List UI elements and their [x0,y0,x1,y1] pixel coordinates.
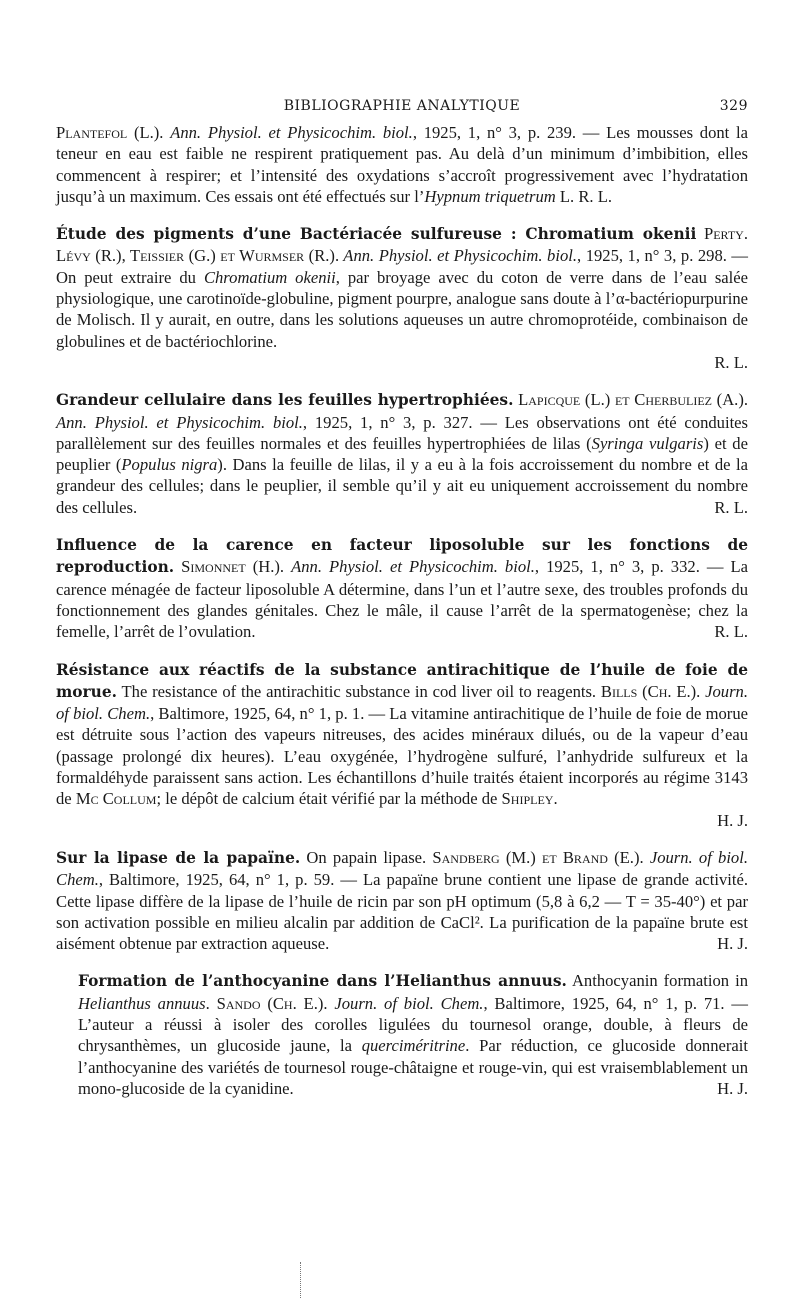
entry-chromatium [56,223,748,373]
entry-plantefol [56,122,748,207]
journal-citation: Journ. of biol. Chem. [334,993,484,1013]
entry-text: , Baltimore, 1925, 64, n° 1, p. 71. — L’auteur a réussi à isoler des corolles ligulées du tournesol orange, double, à fleurs de chrysanthèmes, un glucoside jaune, la [78,993,748,1056]
author-initials: (L.). [127,123,171,142]
english-title: . [205,993,217,1013]
entry-authors: Perty. Lévy (R.), Teissier (G.) et Wurmser (R.). [56,224,748,266]
entry-authors: Sando (Ch. E.). [216,993,335,1013]
entry-title: Influence de la carence en facteur liposoluble sur les fonctions de reproduction. [56,536,748,577]
compound-name: querciméritrine [361,1036,466,1056]
page-number: 329 [719,98,748,114]
entry-antirachitique [56,659,748,831]
entry-text: , 1925, 1, n° 3, p. 239. — Les mousses dont la teneur en eau est faible ne respirent pratiquement pas. Au delà d’un minimum d’imbibition, elles commencent à respirer; et l’intensité des oxydations s’accroît progressivement avec l’hydratation jusqu’à un maximum. Ces essais ont été effectués sur l’ [56,123,748,206]
journal-citation: Journ. of biol. Chem. [56,847,748,890]
entry-text: . [553,789,558,809]
entry-authors: Sandberg (M.) et Brand (E.). [432,847,650,867]
author-name: Plantefol [56,123,128,142]
page [56,98,748,1115]
entry-lipase-papaine [56,847,748,954]
entry-title: Sur la lipase de la papaïne. [56,848,301,867]
binding-mark [300,1262,303,1298]
journal-citation: Ann. Physiol. et Physicochim. biol. [170,123,413,142]
journal-citation: Journ. of biol. Chem. [56,681,748,724]
reviewer-signature: H. J. [717,934,748,954]
entry-text: , 1925, 1, n° 3, p. 332. — La carence ménagée de facteur liposoluble A détermine, dans l’un et l’autre sexe, des troubles profonds du fonctionnement des glandes génitales. Chez le mâle, il cause l’arrêt de la spermatogenèse; chez la femelle, l’arrêt de l’ovulation. [56,557,748,642]
entry-title: Formation de l’anthocyanine dans l’Helianthus annuus. [78,972,567,991]
entry-text: ). Dans la feuille de lilas, il y a eu à la fois accroissement du nombre et de la grandeur des cellules; dans le peuplier, il semble qu’il y ait eu uniquement accroissement du nombre des cellules. [56,455,748,517]
running-head-title: BIBLIOGRAPHIE ANALYTIQUE [283,98,521,114]
journal-citation: Ann. Physiol. et Physicochim. biol. [291,557,535,577]
entry-text: , par broyage avec du coton de verre dans de l’eau salée physiologique, une carotinoïde-globuline, pigment pourpre, analogue sans doute à l’α-bactériopurpurine de Molisch. Il y aurait, en outre, dans les solutions aqueuses un autre chromoprotéide, combinaison de globulines et de bactériochlorine. [56,267,749,351]
entry-text: . Par réduction, ce glucoside donnerait l’anthocyanine des variétés de tournesol rouge-châtaigne et rouge-vin, qui est vraisemblablement un mono-glucoside de la cyanidine. [78,1036,748,1098]
reviewer-signature: R. L. [714,497,748,517]
entry-authors: Lapicque (L.) et Cherbuliez (A.). [513,390,748,410]
reviewer-signature: H. J. [717,810,748,830]
entry-title: Étude des pigments d’une Bactériacée sulfureuse : Chromatium okenii [56,225,697,244]
entry-text: ) et de peuplier ( [56,433,748,475]
entry-text: , 1925, 1, n° 3, p. 298. — On peut extraire du [56,246,748,287]
entry-anthocyanine [56,970,748,1099]
species-name: Populus nigra [121,455,218,475]
entry-text: , 1925, 1, n° 3, p. 327. — Les observations ont été conduites parallèlement sur des feuilles normales et des feuilles hypertrophiées de lilas ( [56,412,748,453]
cited-author: Mc Collum [75,789,157,809]
entry-authors: Bills (Ch. E.). [600,681,706,701]
entry-text: , Baltimore, 1925, 64, n° 1, p. 59. — La papaïne brune contient une lipase de grande activité. Cette lipase diffère de la lipase de l’huile de ricin par son pH optimum (5,8 à 6,2 — T = 35-40°) et par son activation possible en milieu alcalin par addition de CaCl². La purification de la papaïne brute est aisément obtenue par extraction aqueuse. [56,870,748,954]
reviewer-signature: R. L. [578,186,612,206]
journal-citation: Ann. Physiol. et Physicochim. biol. [339,246,578,266]
entry-title: Résistance aux réactifs de la substance antirachitique de l’huile de foie de morue. [56,660,748,701]
entry-text: ; le dépôt de calcium était vérifié par la méthode de [156,789,502,809]
entry-grandeur-cellulaire [56,389,748,518]
entry-authors: Simonnet (H.). [174,557,292,577]
reviewer-signature: H. J. [717,1078,748,1098]
journal-citation: Ann. Physiol. et Physicochim. biol. [56,412,303,432]
species-name: Hypnum triquetrum [424,186,556,206]
cited-author: Shipley [501,789,554,809]
english-title: The resistance of the antirachitic substance in cod liver oil to reagents. [117,681,601,701]
species-name: Syringa vulgaris [591,433,704,453]
entry-text: L. [555,186,579,206]
species-name: Helianthus annuus [78,993,206,1013]
english-title: On papain lipase. [300,847,433,867]
entry-title: Grandeur cellulaire dans les feuilles hypertrophiées. [56,391,514,410]
reviewer-signature: R. L. [714,622,748,642]
english-title: Anthocyanin formation in [566,971,748,991]
reviewer-signature: R. L. [714,352,748,372]
entry-carence-liposoluble [56,534,748,642]
species-name: Chromatium okenii [203,267,336,287]
entry-text: , Baltimore, 1925, 64, n° 1, p. 1. — La vitamine antirachitique de l’huile de foie de morue est détruite sous l’action des vapeurs nitreuses, des acides minéraux dilués, ou de la vapeur d’eau (passage prolongé dix heures). L’eau oxygénée, l’hydrogène sulfuré, l’anhydride sulfureux et la formaldéhyde paraissent sans action. Les échantillons d’huile traités étaient incorporés au régime 3143 de [56,704,748,809]
running-head [56,98,748,118]
